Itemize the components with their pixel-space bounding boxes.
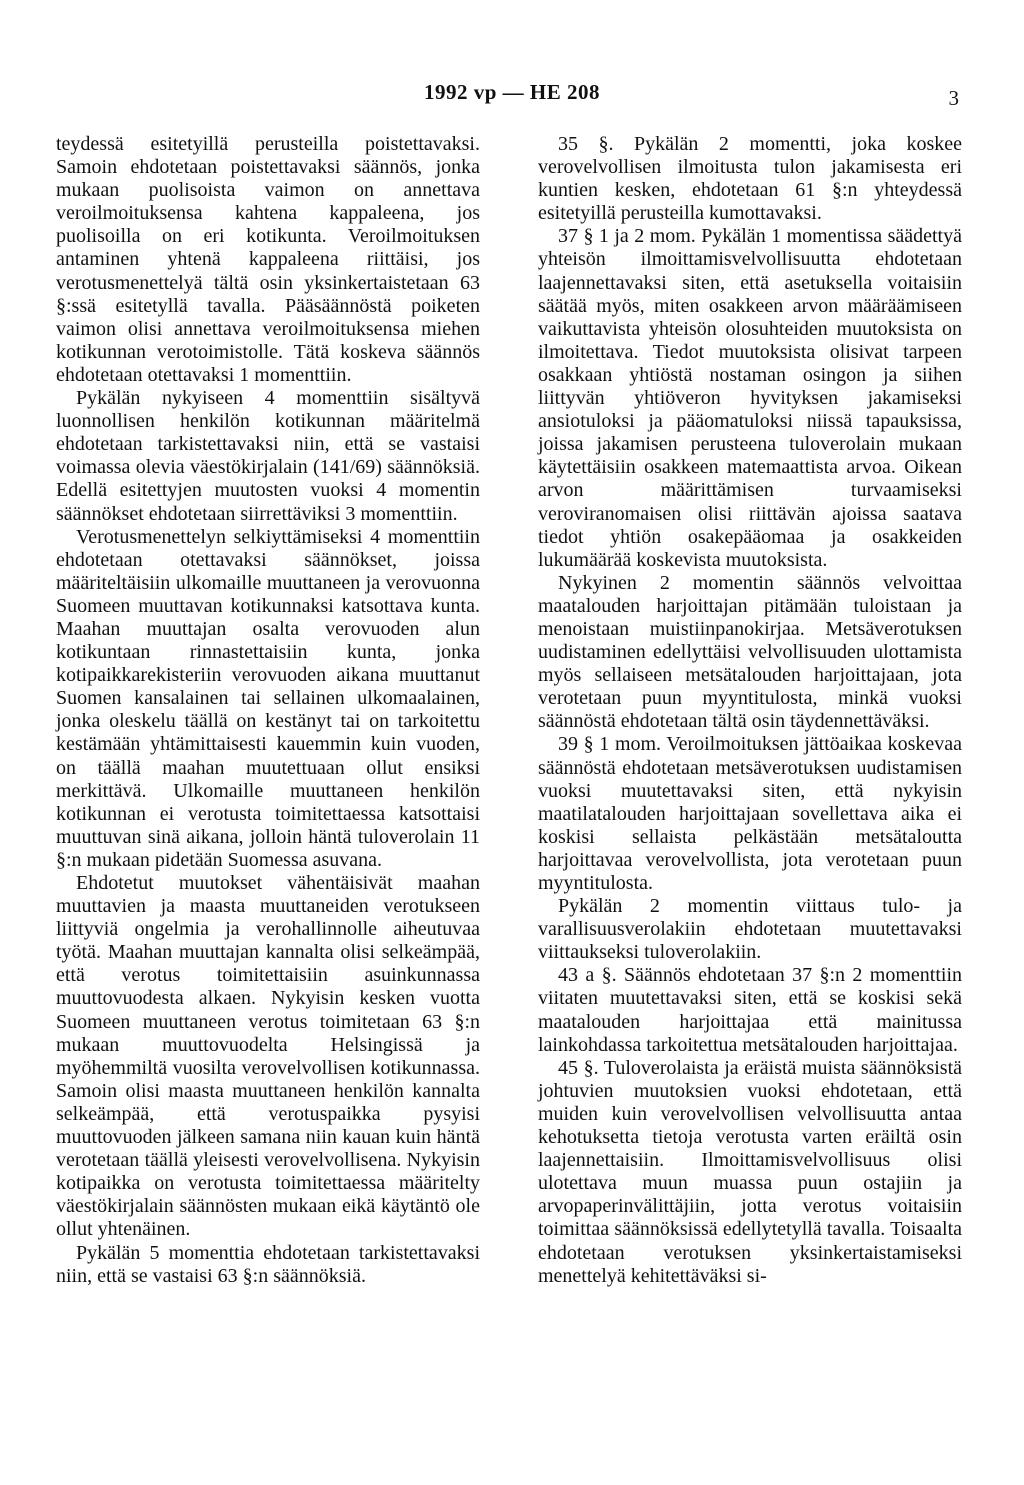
paragraph: teydessä esitetyillä perusteilla poistettavaksi. Samoin ehdotetaan poistettavaksi säännös, jonka mukaan puolisoista vaimon on annettava veroilmoituksensa kahtena kappaleena, jos puolisoilla on eri kotikunta. Veroilmoituksen antaminen yhtenä kappaleena riittäisi, jos verotusmenettelyä tältä osin yksinkertaistetaan 63 §:ssä esitetyllä tavalla. Pääsäännöstä poiketen vaimon olisi annettava veroilmoituksensa miehen kotikunnan verotoimistolle. Tätä koskeva säännös ehdotetaan otettavaksi 1 momenttiin. (56, 133, 480, 386)
paragraph: 45 §. Tuloverolaista ja eräistä muista säännöksistä johtuvien muutoksien vuoksi ehdotetaan, että muiden kuin verovelvollisen velvollisuutta antaa kehotuksetta tietoja verotusta varten eräiltä osin laajennettaisiin. Ilmoittamisvelvollisuus olisi ulotettava muun muassa puun ostajiin ja arvopaperinvälittäjiin, jotta verotus voitaisiin toimittaa säännöksissä edellytetyllä tavalla. Toisaalta ehdotetaan verotuksen yksinkertaistamiseksi menettelyä kehitettäväksi si- (538, 1056, 962, 1287)
paragraph: Pykälän 5 momenttia ehdotetaan tarkistettavaksi niin, että se vastaisi 63 §:n säännöksiä. (56, 1241, 480, 1287)
page-header (0, 80, 1024, 110)
paragraph: 39 § 1 mom. Veroilmoituksen jättöaikaa koskevaa säännöstä ehdotetaan metsäverotuksen uudistamisen vuoksi muutettavaksi siten, että nykyisin maatilatalouden harjoittajaan sovellettava aika ei koskisi sellaista pelkästään metsätaloutta harjoittavaa verovelvollista, jota verotetaan puun myyntitulosta. (538, 733, 962, 894)
document-identifier: 1992 vp — HE 208 (423, 80, 601, 104)
paragraph: Pykälän 2 momentin viittaus tulo- ja varallisuusverolakiin ehdotetaan muutettavaksi viittaukseksi tuloverolakiin. (538, 895, 962, 964)
page-number: 3 (948, 86, 959, 110)
right-text-column (538, 133, 962, 1288)
paragraph: 43 a §. Säännös ehdotetaan 37 §:n 2 momenttiin viitaten muutettavaksi siten, että se koskisi sekä maatalouden harjoittajaa että mainitussa lainkohdassa tarkoitettua metsätalouden harjoittajaa. (538, 964, 962, 1056)
paragraph: 35 §. Pykälän 2 momentti, joka koskee verovelvollisen ilmoitusta tulon jakamisesta eri kuntien kesken, ehdotetaan 61 §:n yhteydessä esitetyillä perusteilla kumottavaksi. (538, 133, 962, 225)
paragraph: Nykyinen 2 momentin säännös velvoittaa maatalouden harjoittajan pitämään tuloistaan ja menoistaan muistiinpanokirjaa. Metsäverotuksen uudistaminen edellyttäisi velvollisuuden ulottamista myös sellaiseen metsätalouden harjoittajaan, jota verotetaan puun myyntitulosta, minkä vuoksi säännöstä ehdotetaan tältä osin täydennettäväksi. (538, 571, 962, 733)
paragraph: 37 § 1 ja 2 mom. Pykälän 1 momentissa säädettyä yhteisön ilmoittamisvelvollisuutta ehdotetaan laajennettavaksi siten, että asetuksella voitaisiin säätää myös, miten osakkeen arvon määräämiseen vaikuttavista yhteisön olosuhteiden muutoksista on ilmoitettava. Tiedot muutoksista olisivat tarpeen osakkaan yhtiöstä nostaman osingon ja siihen liittyvän yhtiöveron hyvityksen jakamiseksi ansiotuloksi ja pääomatuloksi niissä tapauksissa, joissa jakamisen perusteena tuloverolain mukaan käytettäisiin osakkeen matemaattista arvoa. Oikean arvon määrittämisen turvaamiseksi veroviranomaisen olisi riittävän ajoissa saatava tiedot yhtiön osakepääomaa ja osakkeiden lukumäärää koskevista muutoksista. (538, 225, 962, 571)
paragraph: Pykälän nykyiseen 4 momenttiin sisältyvä luonnollisen henkilön kotikunnan määritelmä ehdotetaan tarkistettavaksi niin, että se vastaisi voimassa olevia väestökirjalain (141/69) säännöksiä. Edellä esitettyjen muutosten vuoksi 4 momentin säännökset ehdotetaan siirrettäviksi 3 momenttiin. (56, 387, 480, 525)
paragraph: Verotusmenettelyn selkiyttämiseksi 4 momenttiin ehdotetaan otettavaksi säännökset, joissa määriteltäisiin ulkomaille muuttaneen ja verovuonna Suomeen muuttavan kotikunnaksi katsottava kunta. Maahan muuttajan osalta verovuoden alun kotikuntaan rinnastettaisiin kunta, jonka kotipaikkarekisteriin verovuoden aikana muuttanut Suomen kansalainen tai sellainen ulkomaalainen, jonka oleskelu täällä on kestänyt tai on tarkoitettu kestämään yhtämittaisesti kauemmin kuin vuoden, on täällä maahan muutettuaan ollut ensiksi merkittävä. Ulkomaille muuttaneen henkilön kotikunnan ei verotusta toimitettaessa katsottaisi muuttuvan sinä aikana, jolloin häntä tuloverolain 11 §:n mukaan pidetään Suomessa asuvana. (56, 525, 480, 871)
left-text-column (56, 133, 480, 1288)
paragraph: Ehdotetut muutokset vähentäisivät maahan muuttavien ja maasta muuttaneiden verotukseen liittyviä ongelmia ja verohallinnolle aiheutuvaa työtä. Maahan muuttajan kannalta olisi selkeämpää, että verotus toimitettaisiin asuinkunnassa muuttovuodesta alkaen. Nykyisin kesken vuotta Suomeen muuttaneen verotus toimitetaan 63 §:n mukaan muuttovuodelta Helsingissä ja myöhemmiltä vuosilta verovelvollisen kotikunnassa. Samoin olisi maasta muuttaneen henkilön kannalta selkeämpää, että verotuspaikka pysyisi muuttovuoden jälkeen samana niin kauan kuin häntä verotetaan täällä yleisesti verovelvollisena. Nykyisin kotipaikka on verotusta toimitettaessa määritelty väestökirjalain säännösten mukaan eikä käytäntö ole ollut yhtenäinen. (56, 872, 480, 1241)
